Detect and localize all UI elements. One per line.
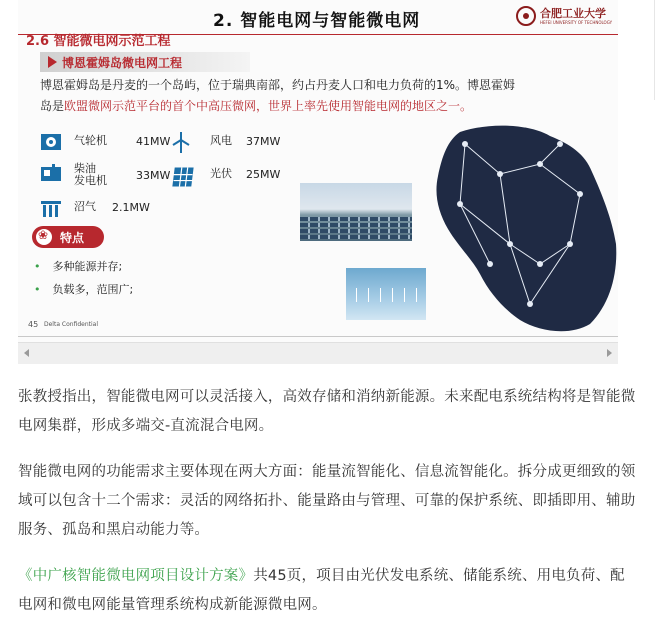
energy-item-name: 风电 [210,134,232,147]
article-paragraph: 智能微电网的功能需求主要体现在两大方面：能量流智能化、信息流智能化。拆分成更细致的领域可以包含十二个需求：灵活的网络拓扑、能量路由与管理、可靠的保护系统、即插即用、辅助服务、孤岛和黑启动能力等。 [18,464,636,538]
offshore-wind-photo [346,268,426,320]
features-badge [32,226,104,248]
energy-item-value: 2.1MW [112,201,150,214]
scroll-right-icon[interactable] [607,349,612,357]
bullet-dot-icon: • [34,260,41,273]
footer-divider [18,336,618,337]
paragraph-text-2: 岛是 [40,99,65,113]
bullet-dot-icon: • [34,283,41,296]
island-grid-map [420,114,618,334]
energy-item-name: 沼气 [74,200,96,213]
gas-turbine-icon [40,132,62,152]
solar-farm-photo [300,183,412,241]
feature-bullet: • 负载多，范围广; [34,283,134,296]
energy-item-name: 光伏 [210,167,232,180]
energy-item-wind [170,132,310,154]
biogas-icon [40,198,62,218]
university-seal-icon [516,6,536,26]
feature-bullet: • 多种能源并存; [34,260,123,273]
flower-icon [36,229,52,245]
article-paragraph [18,562,638,620]
energy-item-name: 柴油 发电机 [74,162,107,187]
subsection-banner [40,52,250,72]
logo-text-en: HEFEI UNIVERSITY OF TECHNOLOGY [540,20,613,25]
arrow-right-icon [48,56,57,68]
logo-text-cn: 合肥工业大学 [540,7,606,20]
energy-item-biogas [40,198,180,220]
subsection-heading: 博恩霍姆岛微电网工程 [62,56,183,70]
paragraph-highlight: 欧盟微网示范平台的首个中高压微网，世界上率先使用智能电网的地区之一。 [64,99,473,113]
scroll-left-icon[interactable] [24,349,29,357]
paragraph-text: 共45页，项目由光伏发电系统、储能系统、用电负荷、配电网和微电网能量管理系统构成新能源微电网。 [18,568,625,613]
energy-item-solar [170,165,310,187]
horizontal-scrollbar[interactable] [18,342,618,364]
slide-image [18,0,618,342]
energy-item-name: 气轮机 [74,134,107,147]
diesel-generator-icon [40,163,62,183]
energy-item-diesel [40,163,180,191]
energy-item-value: 25MW [246,168,281,181]
features-badge-label: 特点 [60,231,85,245]
energy-item-gas-turbine [40,132,180,154]
energy-item-value: 41MW [136,135,171,148]
wind-turbine-icon [170,132,192,154]
energy-item-value: 33MW [136,169,171,182]
paragraph-text: 博恩霍姆岛是丹麦的一个岛屿，位于瑞典南部，约占丹麦人口和电力负荷的1%。博恩霍姆 [40,78,516,92]
solar-panel-icon [170,165,196,189]
university-logo [516,5,614,29]
slide-image-viewer [18,0,618,364]
slide-footer-text: Delta Confidential [44,321,99,328]
energy-item-value: 37MW [246,135,281,148]
article-paragraph: 张教授指出，智能微电网可以灵活接入，高效存储和消纳新能源。未来配电系统结构将是智能微电网集群，形成多端交-直流混合电网。 [18,389,636,434]
document-link[interactable]: 《中广核智能微电网项目设计方案》 [18,568,254,584]
section-heading: 2.6 智能微电网示范工程 [26,34,171,49]
right-edge-divider [654,0,655,100]
slide-title: 2. 智能电网与智能微电网 [213,11,421,31]
slide-paragraph [40,75,530,117]
slide-page-number: 45 [28,320,39,329]
